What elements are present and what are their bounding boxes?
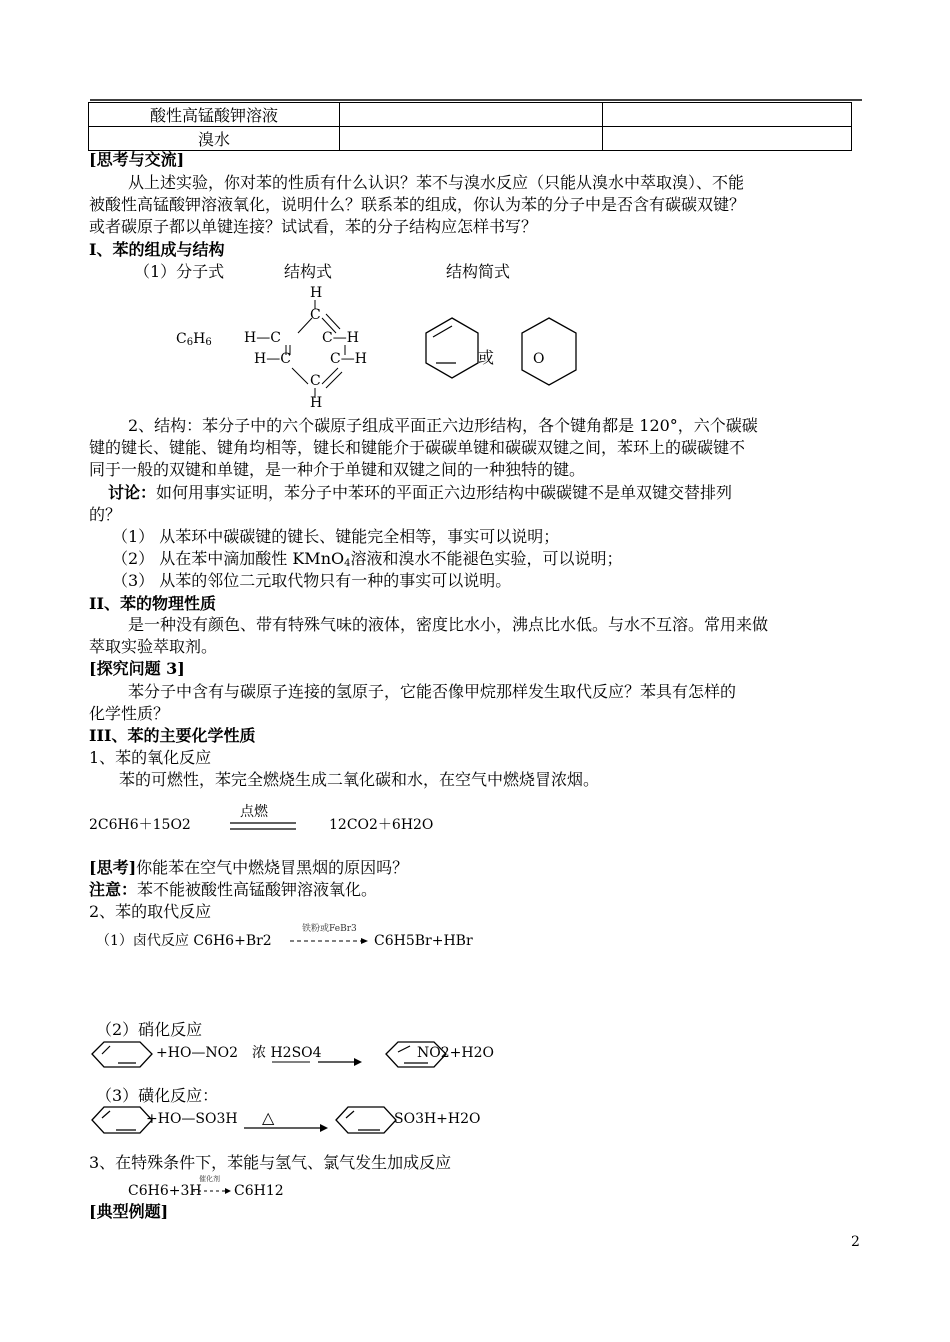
addition-right: C6H12 xyxy=(234,1183,284,1199)
or-text: 或 xyxy=(478,348,495,367)
substitution-title: 2、苯的取代反应 xyxy=(89,902,212,921)
sec2-heading: II、苯的物理性质 xyxy=(89,594,216,613)
discuss-item-2: （2） 从在苯中滴加酸性 KMnO$_4$溶液和溴水不能褪色实验，可以说明； xyxy=(112,549,623,569)
table-cell-label: 溴水 xyxy=(89,127,340,151)
oxidation-title: 1、苯的氧化反应 xyxy=(89,748,212,767)
think-heading: [思考与交流] xyxy=(89,150,185,169)
struct-c-bottom: C xyxy=(310,373,321,389)
discuss-item-1: （1） 从苯环中碳碳键的键长、键能完全相等，事实可以说明； xyxy=(112,527,560,546)
structure-line-3: 同于一般的双键和单键，是一种介于单键和双键之间的一种独特的键。 xyxy=(89,460,586,479)
combustion-left: 2C6H6＋15O2 xyxy=(89,817,191,833)
think-line-1: 从上述实验，你对苯的性质有什么认识？苯不与溴水反应（只能从溴水中萃取溴）、不能 xyxy=(128,173,745,192)
explore-line-2: 化学性质？ xyxy=(89,704,170,723)
nitration-reagent: +HO—NO2 xyxy=(156,1045,239,1061)
addition-title: 3、在特殊条件下，苯能与氢气、氯气发生加成反应 xyxy=(89,1153,452,1172)
structure-line-2: 键的键长、键能、键角均相等，键长和键能介于碳碳单键和碳碳双键之间，苯环上的碳碳键不 xyxy=(89,438,746,457)
struct-c-top: C xyxy=(310,307,321,323)
sec2-line-2: 萃取实验萃取剂。 xyxy=(89,637,218,656)
discuss-line-2: 的？ xyxy=(89,505,122,524)
oxidation-line: 苯的可燃性，苯完全燃烧生成二氧化碳和水，在空气中燃烧冒浓烟。 xyxy=(119,770,600,789)
molecular-formula: $C_6H_6$ xyxy=(176,331,212,348)
struct-h-top: H xyxy=(310,285,323,301)
addition-condition: 催化剂 xyxy=(199,1175,220,1183)
halogenation-right: C6H5Br+HBr xyxy=(374,933,473,949)
nitration-title: （2）硝化反应 xyxy=(96,1020,203,1039)
sulfonation-title: （3）磺化反应： xyxy=(96,1086,219,1105)
addition-left: C6H6+3H xyxy=(128,1183,202,1199)
sulfonation-reagent: +HO—SO3H xyxy=(146,1111,238,1127)
label-molecular-formula: （1）分子式 xyxy=(134,262,225,281)
struct-h-bottom: H xyxy=(310,395,323,411)
ring-o-label: O xyxy=(533,351,545,367)
sec3-heading: III、苯的主要化学性质 xyxy=(89,726,256,745)
discuss-item-3: （3） 从苯的邻位二元取代物只有一种的事实可以说明。 xyxy=(112,571,512,590)
struct-row2-right: C—H xyxy=(330,351,367,367)
think-question: [思考]你能苯在空气中燃烧冒黑烟的原因吗？ xyxy=(89,858,409,877)
halogenation-left: （1）卤代反应 C6H6+Br2 xyxy=(96,933,272,949)
table-cell-label: 酸性高锰酸钾溶液 xyxy=(89,103,340,127)
sulfonation-condition: △ xyxy=(262,1108,275,1127)
struct-row2-left: H—C xyxy=(254,351,291,367)
halogenation-condition: 铁粉或FeBr3 xyxy=(302,924,357,934)
label-structural-formula: 结构式 xyxy=(284,262,333,281)
label-simplified-formula: 结构简式 xyxy=(446,262,511,281)
structure-line-1: 2、结构：苯分子中的六个碳原子组成平面正六边形结构，各个键角都是 120°，六个碳碳 xyxy=(128,416,758,435)
explore-line-1: 苯分子中含有与碳原子连接的氢原子，它能否像甲烷那样发生取代反应？苯具有怎样的 xyxy=(128,682,737,701)
sec1-heading: I、苯的组成与结构 xyxy=(89,240,225,259)
nitration-condition: 浓 H2SO4 xyxy=(252,1045,322,1061)
example-heading: [典型例题] xyxy=(89,1202,169,1221)
note: 注意：苯不能被酸性高锰酸钾溶液氧化。 xyxy=(89,880,378,899)
struct-row1-right: C—H xyxy=(322,330,359,346)
struct-row1-left: H—C xyxy=(244,330,281,346)
think-line-2: 被酸性高锰酸钾溶液氧化，说明什么？联系苯的组成，你认为苯的分子中是否含有碳碳双键？ xyxy=(89,195,746,214)
discuss-line-1: 讨论：如何用事实证明，苯分子中苯环的平面正六边形结构中碳碳键不是单双键交替排列 xyxy=(108,483,733,502)
sec2-line-1: 是一种没有颜色、带有特殊气味的液体，密度比水小，沸点比水低。与水不互溶。常用来做 xyxy=(128,615,769,634)
combustion-right: 12CO2＋6H2O xyxy=(329,817,434,833)
nitration-product: NO2+H2O xyxy=(417,1045,494,1061)
think-line-3: 或者碳原子都以单键连接？试试看，苯的分子结构应怎样书写？ xyxy=(89,217,538,236)
page-number: 2 xyxy=(851,1234,860,1250)
explore-heading: [探究问题 3] xyxy=(89,659,185,678)
combustion-condition: 点燃 xyxy=(240,804,268,820)
sulfonation-product: SO3H+H2O xyxy=(394,1111,481,1127)
